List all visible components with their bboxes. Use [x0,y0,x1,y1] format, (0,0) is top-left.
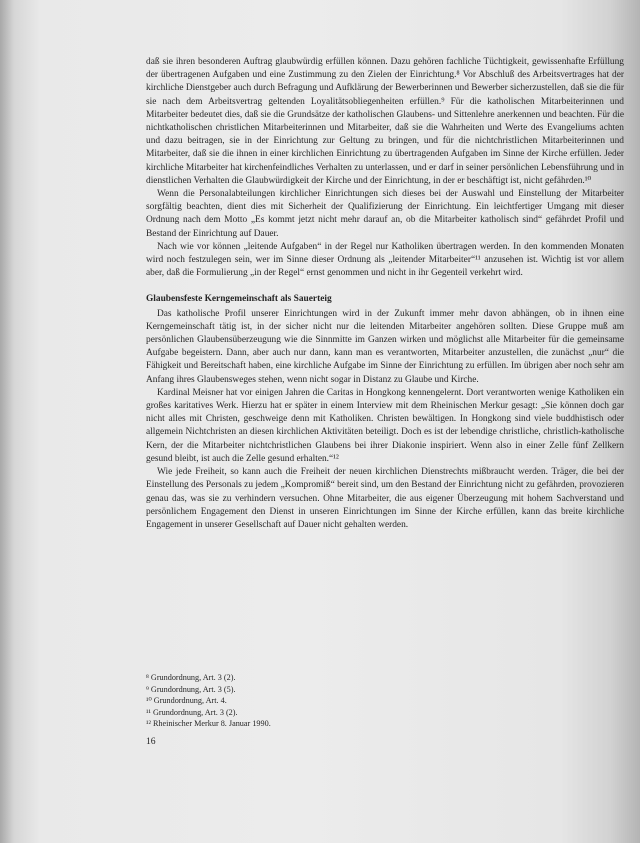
body-paragraph: daß sie ihren besonderen Auftrag glaubwürdig erfüllen können. Dazu gehören fachliche Tüchtigkeit, gewissenhafte Erfüllung der übertragenen Aufgaben und eine Zustimmung zu den Zielen der Einrichtung.⁸ Vor Abschluß des Arbeitsvertrages hat der kirchliche Dienstgeber auch durch Befragung und Aufklärung der Bewerberinnen und Bewerber sicherzustellen, daß sie die für sie nach dem Arbeitsvertrag geltenden Loyalitätsobliegenheiten erfüllen.⁹ Für die katholischen Mitarbeiterinnen und Mitarbeiter bedeutet dies, daß sie die Grundsätze der katholischen Glaubens- und Sittenlehre anerkennen und beachten. Für die nichtkatholischen christlichen Mitarbeiterinnen und Mitarbeiter, daß sie die Wahrheiten und Werte des Evangeliums achten und dazu beitragen, sie in der Einrichtung zur Geltung zu bringen, und für die nichtchristlichen Mitarbeiterinnen und Mitarbeiter, daß sie die ihnen in einer kirchlichen Einrichtung zu übertragenden Aufgaben im Sinne der Kirche erfüllen. Jeder kirchliche Mitarbeiter hat kirchenfeindliches Verhalten zu unterlassen, und er darf in seiner persönlichen Lebensführung und in dienstlichen Verhalten die Glaubwürdigkeit der Kirche und der Einrichtung, in der er beschäftigt ist, nicht gefährden.¹⁰ [146,57,624,186]
section-heading: Glaubensfeste Kerngemeinschaft als Sauerteig [146,294,332,305]
body-paragraph: Wenn die Personalabteilungen kirchlicher Einrichtungen sich dieses bei der Auswahl und Einstellung der Mitarbeiter sorgfältig beachten, dient dies mit Sicherheit der Qualifizierung der Einrichtung. Ein leichtfertiger Umgang mit dieser Ordnung nach dem Motto „Es kommt jetzt nicht mehr darauf an, ob die Mitarbeiter katholisch sind“ gefährdet Profil und Bestand der Einrichtung auf Dauer. [146,189,624,239]
footnote: ¹¹ Grundordnung, Art. 3 (2). [146,707,238,717]
body-paragraph: Das katholische Profil unserer Einrichtungen wird in der Zukunft immer mehr davon abhängen, ob in ihnen eine Kerngemeinschaft tätig ist, in der sicher nicht nur die leitenden Mitarbeiter angehören sollten. Diese Gruppe muß am persönlichen Glaubensüberzeugung wie die Sinnmitte im Ganzen wirken und möglichst alle Mitarbeiter für die gemeinsame Aufgabe begeistern. Dann, aber auch nur dann, kann man es verantworten, Mitarbeiter anzustellen, die zunächst „nur“ die Fähigkeit und Bereitschaft haben, eine kirchliche Aufgabe im Sinne der Einrichtung zu erfüllen. Im übrigen aber noch sehr am Anfang ihres Glaubensweges stehen, wenn nicht sogar in Distanz zu Glaube und Kirche. [146,308,624,385]
body-paragraph: Wie jede Freiheit, so kann auch die Freiheit der neuen kirchlichen Dienstrechts mißbraucht werden. Träger, die bei der Einstellung des Personals zu jedem „Kompromiß“ bereit sind, um den Bestand der Einrichtung nicht zu gefährden, provozieren genau das, was sie zu verhindern versuchen. Ohne Mitarbeiter, die aus eigener Überzeugung mit hohem Sachverstand und persönlichem Engagement den Dienst in unseren Einrichtungen im Sinne der Kirche erfüllen, kann das breite kirchliche Engagement in unserer Gesellschaft auf Dauer nicht gehalten werden. [146,467,624,530]
footnote: ¹⁰ Grundordnung, Art. 4. [146,696,227,705]
footnote: ⁸ Grundordnung, Art. 3 (2). [146,673,236,682]
footnote: ⁹ Grundordnung, Art. 3 (5). [146,684,236,694]
body-paragraph: Nach wie vor können „leitende Aufgaben“ in der Regel nur Katholiken übertragen werden. In den kommenden Monaten wird noch festzulegen sein, wer im Sinne dieser Ordnung als „leitender Mitarbeiter“¹¹ anzusehen ist. Wichtig ist vor allem aber, daß die Formulierung „in der Regel“ ernst genommen und nicht in ihr Gegenteil verkehrt wird. [146,241,624,279]
footnotes [146,672,624,730]
body-paragraph: Kardinal Meisner hat vor einigen Jahren die Caritas in Hongkong kennengelernt. Dort verantworten wenige Katholiken ein großes karitatives Werk. Hierzu hat er später in einem Interview mit dem Rheinischen Merkur gesagt: „Sie können doch gar nicht alles mit Christen, geschweige denn mit Katholiken. Christen bewältigen. In Hongkong sind viele buddhistisch oder allgemein Nichtchristen an diesen kirchlichen Aktivitäten beteiligt. Doch es ist der lebendige christliche, christlich-katholische Kern, der die Mitarbeiter nichtchristlichen Glaubens bei ihrer Diakonie inspiriert. Wenn also in einer Zelle fünf Zellkern gesund bleibt, ist auch die Zelle gesund erhalten.“¹² [146,387,624,464]
page-number: 16 [146,736,156,747]
main-text [146,56,624,532]
footnote: ¹² Rheinischer Merkur 8. Januar 1990. [146,719,271,728]
